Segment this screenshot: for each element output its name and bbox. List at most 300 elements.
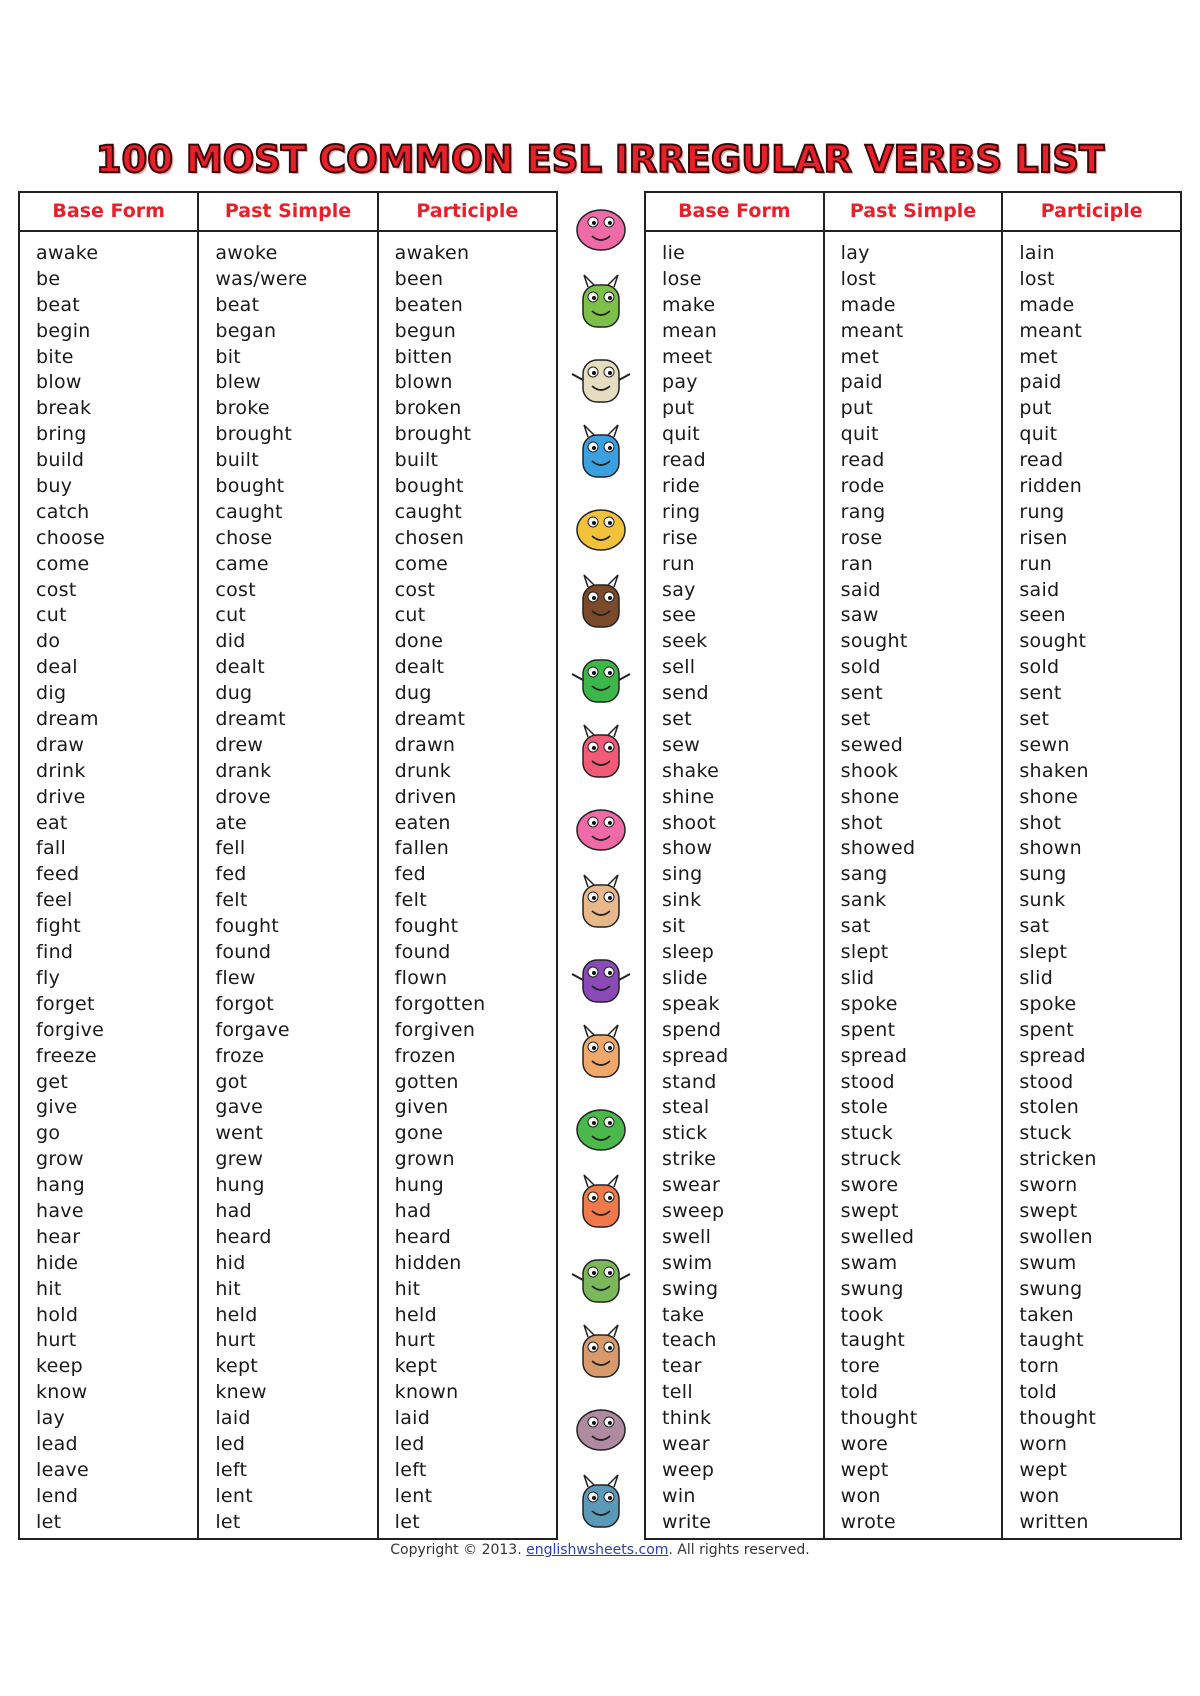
verb-cell: fly — [36, 966, 61, 989]
verb-cell: meant — [840, 319, 904, 342]
verb-cell: hurt — [36, 1329, 77, 1352]
verb-cell: said — [840, 578, 881, 601]
verb-cell: put — [1019, 397, 1052, 420]
verb-cell: chose — [215, 526, 273, 549]
participle-header: Participle — [1003, 193, 1180, 232]
verb-cell: worn — [1019, 1432, 1068, 1455]
verb-cell: meant — [1019, 319, 1083, 342]
verb-cell: hid — [215, 1251, 246, 1274]
verb-cell: fought — [394, 915, 459, 938]
base-form-column — [646, 193, 825, 1538]
verb-cell: seen — [1019, 604, 1066, 627]
verb-cell: sold — [840, 656, 881, 679]
verb-cell: knew — [215, 1381, 267, 1404]
past-simple-column — [199, 193, 378, 1538]
verb-cell: bring — [36, 423, 87, 446]
verb-cell: sought — [840, 630, 908, 653]
verb-cell: shaken — [1019, 759, 1089, 782]
verb-cell: stood — [1019, 1070, 1074, 1093]
verb-cell: shown — [1019, 837, 1082, 860]
verb-cell: put — [840, 397, 874, 420]
verb-cell: fall — [36, 837, 67, 860]
verb-cell: had — [394, 1199, 432, 1222]
verb-cell: led — [394, 1432, 425, 1455]
verb-cell: took — [840, 1303, 884, 1326]
verb-cell: flew — [215, 966, 256, 989]
verb-cell: frozen — [394, 1044, 456, 1067]
base-form-column — [20, 193, 199, 1538]
verb-cell: lie — [662, 242, 686, 264]
verb-cell: sent — [1019, 682, 1062, 705]
verb-cell: begin — [36, 319, 91, 342]
verb-cell: brought — [215, 423, 293, 446]
verb-cell: hang — [36, 1174, 85, 1197]
pink-eyed-monster-icon — [566, 721, 636, 783]
verb-cell: put — [662, 397, 695, 420]
verb-cell: stuck — [840, 1122, 894, 1145]
verb-cell: let — [215, 1510, 241, 1533]
verb-cell: sat — [1019, 915, 1050, 938]
verb-cell: saw — [840, 604, 879, 627]
verb-cell: beaten — [394, 293, 464, 316]
purple-dragon-monster-icon — [566, 946, 636, 1008]
verb-cell: do — [36, 630, 61, 653]
verb-cell: ran — [840, 552, 874, 575]
verb-cell: make — [662, 293, 716, 316]
verb-cell: read — [840, 449, 885, 472]
verb-cell: shone — [1019, 785, 1079, 808]
green-dragon-monster-icon — [566, 646, 636, 708]
verb-cell: awake — [36, 242, 99, 264]
verb-cell: hit — [36, 1277, 62, 1300]
rights-text: . All rights reserved. — [668, 1542, 810, 1558]
verb-cell: sang — [840, 863, 888, 886]
verb-cell: told — [840, 1381, 879, 1404]
copyright-text: Copyright © 2013. — [390, 1542, 527, 1558]
verb-cell: heard — [215, 1225, 272, 1248]
verb-cell: sew — [662, 733, 701, 756]
verb-cell: deal — [36, 656, 78, 679]
verb-cell: shot — [1019, 811, 1062, 834]
verb-cell: teach — [662, 1329, 717, 1352]
brown-monster-icon — [566, 571, 636, 633]
verb-cell: taken — [1019, 1303, 1074, 1326]
verb-cell: eat — [36, 811, 68, 834]
verb-cell: sell — [662, 656, 696, 679]
verb-cell: drive — [36, 785, 86, 808]
verb-cell: bit — [215, 345, 242, 368]
verb-cell: paid — [1019, 371, 1062, 394]
verb-cell: hung — [215, 1174, 265, 1197]
verb-cell: spent — [1019, 1018, 1074, 1041]
green-caveman-monster-icon — [566, 271, 636, 333]
verb-cell: forgave — [215, 1018, 290, 1041]
verb-cell: dream — [36, 708, 99, 731]
verb-cell: began — [215, 319, 277, 342]
verb-cell: cut — [215, 604, 247, 627]
base-form-header: Base Form — [646, 193, 823, 232]
verb-cell: swept — [1019, 1199, 1078, 1222]
verb-cell: cut — [394, 604, 426, 627]
verb-cell: think — [662, 1407, 712, 1430]
verb-cell: have — [36, 1199, 84, 1222]
verb-cell: bitten — [394, 345, 453, 368]
blue-zombie-monster-icon — [566, 1471, 636, 1533]
monster-illustrations — [560, 190, 642, 1540]
verb-cell: tear — [662, 1355, 702, 1378]
verb-cell: stolen — [1019, 1096, 1080, 1119]
verb-cell: hit — [394, 1277, 421, 1300]
verb-cell: built — [215, 449, 259, 472]
verb-cell: swum — [1019, 1251, 1077, 1274]
verb-cell: read — [662, 449, 706, 472]
verb-cell: sewn — [1019, 733, 1070, 756]
verb-cell: give — [36, 1096, 78, 1119]
verb-cell: drove — [215, 785, 271, 808]
verb-cell: run — [662, 552, 695, 575]
verb-cell: awaken — [394, 242, 470, 264]
verb-cell: weep — [662, 1458, 715, 1481]
verb-cell: spread — [1019, 1044, 1086, 1067]
verb-cell: spread — [840, 1044, 908, 1067]
verb-cell: given — [394, 1096, 449, 1119]
verb-cell: dealt — [215, 656, 265, 679]
verb-cell: broken — [394, 397, 462, 420]
orange-monster-icon — [566, 1171, 636, 1233]
verb-cell: had — [215, 1199, 252, 1222]
verb-cell: stood — [840, 1070, 895, 1093]
verb-cell: did — [215, 630, 246, 653]
verb-cell: ridden — [1019, 475, 1083, 498]
verb-cell: chosen — [394, 526, 465, 549]
verb-cell: lent — [394, 1484, 433, 1507]
verb-cell: known — [394, 1381, 459, 1404]
verb-cell: dug — [394, 682, 432, 705]
verb-cell: sink — [662, 889, 702, 912]
verb-cell: laid — [394, 1407, 431, 1430]
verb-cell: slept — [840, 941, 889, 964]
verb-cell: buy — [36, 475, 73, 498]
verb-cell: begun — [394, 319, 457, 342]
verb-cell: fight — [36, 915, 82, 938]
tan-spiky-monster-icon — [566, 871, 636, 933]
verb-cell: strike — [662, 1148, 717, 1171]
participle-column — [379, 193, 556, 1538]
verb-cell: break — [36, 397, 92, 420]
verb-cell: build — [36, 449, 85, 472]
verb-cell: dreamt — [394, 708, 466, 731]
verb-cell: wrote — [840, 1510, 896, 1533]
verb-cell: lose — [662, 267, 702, 290]
verb-cell: stuck — [1019, 1122, 1072, 1145]
verb-cell: sing — [662, 863, 703, 886]
verb-cell: pay — [662, 371, 698, 394]
verb-cell: shake — [662, 759, 720, 782]
verb-cell: kept — [394, 1355, 438, 1378]
verb-cell: cost — [394, 578, 436, 601]
verb-cell: swept — [840, 1199, 899, 1222]
verb-cell: showed — [840, 837, 916, 860]
verb-cell: wore — [840, 1432, 889, 1455]
verb-cell: done — [394, 630, 444, 653]
verb-cell: dug — [215, 682, 253, 705]
verb-cell: struck — [840, 1148, 902, 1171]
verb-cell: told — [1019, 1381, 1057, 1404]
verb-cell: come — [36, 552, 90, 575]
verb-cell: read — [1019, 449, 1064, 472]
verb-cell: brought — [394, 423, 472, 446]
verb-cell: tore — [840, 1355, 881, 1378]
verb-cell: laid — [215, 1407, 251, 1430]
verb-cell: quit — [1019, 423, 1058, 446]
verb-cell: lay — [840, 242, 870, 264]
verb-cell: slide — [662, 966, 708, 989]
verb-cell: swollen — [1019, 1225, 1093, 1248]
verb-cell: wept — [1019, 1458, 1068, 1481]
verb-cell: say — [662, 578, 696, 601]
verb-cell: find — [36, 941, 74, 964]
verb-cell: stick — [662, 1122, 708, 1145]
verb-cell: send — [662, 682, 709, 705]
verb-cell: hit — [215, 1277, 241, 1300]
verb-cell: gotten — [394, 1070, 459, 1093]
verb-cell: set — [840, 708, 871, 731]
verb-cell: forgive — [36, 1018, 105, 1041]
verb-cell: forgiven — [394, 1018, 476, 1041]
verb-cell: bought — [394, 475, 464, 498]
verb-cell: caught — [394, 500, 463, 523]
verb-cell: driven — [394, 785, 457, 808]
verb-cell: forget — [36, 992, 95, 1015]
verb-cell: felt — [394, 889, 427, 912]
verb-cell: know — [36, 1381, 88, 1404]
verb-cell: come — [394, 552, 449, 575]
verb-cell: dealt — [394, 656, 445, 679]
verb-cell: swing — [662, 1277, 719, 1300]
verb-cell: get — [36, 1070, 69, 1093]
verb-cell: said — [1019, 578, 1060, 601]
verb-cell: set — [662, 708, 692, 731]
verb-cell: sleep — [662, 941, 715, 964]
verb-cell: gave — [215, 1096, 264, 1119]
participle-list — [1003, 241, 1180, 1536]
website-link[interactable]: englishwsheets.com — [526, 1542, 669, 1558]
verb-cell: swim — [662, 1251, 713, 1274]
verb-cell: mean — [662, 319, 718, 342]
verb-cell: thought — [1019, 1407, 1097, 1430]
verb-cell: rang — [840, 500, 886, 523]
participle-column — [1003, 193, 1180, 1538]
verb-cell: ride — [662, 475, 701, 498]
blue-monster-icon — [566, 421, 636, 483]
verb-cell: bought — [215, 475, 285, 498]
verb-cell: feel — [36, 889, 73, 912]
verb-cell: sworn — [1019, 1174, 1078, 1197]
verb-cell: hear — [36, 1225, 81, 1248]
verb-cell: won — [1019, 1484, 1060, 1507]
verb-cell: blow — [36, 371, 82, 394]
verb-cell: steal — [662, 1096, 710, 1119]
verb-cell: be — [36, 267, 61, 290]
verb-cell: froze — [215, 1044, 265, 1067]
verb-cell: left — [394, 1458, 427, 1481]
verb-cell: lost — [840, 267, 877, 290]
verb-cell: sent — [840, 682, 883, 705]
verb-cell: stricken — [1019, 1148, 1097, 1171]
verb-cell: beat — [215, 293, 260, 316]
robot-monster-icon — [566, 1321, 636, 1383]
verb-cell: slid — [1019, 966, 1054, 989]
verb-cell: hung — [394, 1174, 445, 1197]
verb-cell: heard — [394, 1225, 452, 1248]
verb-cell: thought — [840, 1407, 918, 1430]
copyright-footer — [0, 1542, 1200, 1558]
verb-cell: forgotten — [394, 992, 486, 1015]
verb-cell: swore — [840, 1174, 899, 1197]
verb-cell: shine — [662, 785, 715, 808]
blue-shirt-monster-icon — [566, 1021, 636, 1083]
verb-cell: bite — [36, 345, 74, 368]
verb-cell: blown — [394, 371, 453, 394]
verb-cell: drawn — [394, 733, 456, 756]
verb-cell: hurt — [394, 1329, 436, 1352]
verb-cell: fed — [394, 863, 426, 886]
verb-cell: let — [36, 1510, 62, 1533]
yellow-spiky-monster-icon — [566, 496, 636, 558]
verb-cell: lent — [215, 1484, 253, 1507]
verb-cell: stand — [662, 1070, 717, 1093]
verb-cell: rise — [662, 526, 698, 549]
verb-cell: shot — [840, 811, 883, 834]
verb-cell: drew — [215, 733, 264, 756]
verb-cell: spend — [662, 1018, 722, 1041]
verb-cell: awoke — [215, 242, 278, 264]
verb-cell: taught — [840, 1329, 906, 1352]
verb-cell: led — [215, 1432, 246, 1455]
verb-cell: hidden — [394, 1251, 462, 1274]
past-simple-header: Past Simple — [825, 193, 1002, 232]
pink-pig-monster-2-icon — [566, 796, 636, 858]
verb-cell: torn — [1019, 1355, 1060, 1378]
gray-monster-icon — [566, 1396, 636, 1458]
verb-cell: dreamt — [215, 708, 286, 731]
verb-cell: been — [394, 267, 444, 290]
participle-header: Participle — [379, 193, 556, 232]
verb-cell: won — [840, 1484, 881, 1507]
verb-cell: drank — [215, 759, 272, 782]
verb-cell: built — [394, 449, 439, 472]
verb-cell: quit — [662, 423, 701, 446]
verb-cell: risen — [1019, 526, 1068, 549]
verb-cell: cut — [36, 604, 67, 627]
verb-cell: met — [840, 345, 880, 368]
verb-cell: stole — [840, 1096, 889, 1119]
pink-pig-monster-icon — [566, 196, 636, 258]
verb-cell: broke — [215, 397, 270, 420]
verb-cell: ate — [215, 811, 248, 834]
verb-cell: shook — [840, 759, 899, 782]
verb-cell: drink — [36, 759, 86, 782]
verb-cell: spread — [662, 1044, 729, 1067]
verb-cell: blew — [215, 371, 262, 394]
verb-cell: forgot — [215, 992, 275, 1015]
verb-cell: keep — [36, 1355, 83, 1378]
verb-cell: found — [394, 941, 451, 964]
verb-cell: grew — [215, 1148, 264, 1171]
verbs-table-left — [18, 191, 558, 1540]
base-form-header: Base Form — [20, 193, 197, 232]
verb-cell: quit — [840, 423, 879, 446]
verb-cell: grow — [36, 1148, 84, 1171]
verb-cell: sold — [1019, 656, 1060, 679]
page-title: 100 MOST COMMON ESL IRREGULAR VERBS LIST — [95, 138, 1105, 181]
verb-cell: write — [662, 1510, 712, 1533]
verb-cell: fed — [215, 863, 247, 886]
verb-cell: made — [1019, 293, 1075, 316]
verb-cell: lay — [36, 1407, 66, 1430]
verb-cell: flown — [394, 966, 448, 989]
past-simple-column — [825, 193, 1004, 1538]
verb-cell: swell — [662, 1225, 712, 1248]
verb-cell: sat — [840, 915, 871, 938]
verb-cell: kept — [215, 1355, 259, 1378]
base-form-list — [20, 241, 197, 1536]
verb-cell: win — [662, 1484, 696, 1507]
verb-cell: spent — [840, 1018, 896, 1041]
verb-cell: sung — [1019, 863, 1067, 886]
verb-cell: rose — [840, 526, 883, 549]
verb-cell: fell — [215, 837, 246, 860]
verb-cell: speak — [662, 992, 720, 1015]
verb-cell: found — [215, 941, 272, 964]
mummy-monster-icon — [566, 346, 636, 408]
verb-cell: tell — [662, 1381, 693, 1404]
verb-cell: dig — [36, 682, 67, 705]
verb-cell: lend — [36, 1484, 79, 1507]
verb-cell: drunk — [394, 759, 452, 782]
verb-cell: seek — [662, 630, 708, 653]
verb-cell: sit — [662, 915, 686, 938]
verb-cell: cost — [215, 578, 256, 601]
verb-cell: swung — [840, 1277, 904, 1300]
verb-cell: fallen — [394, 837, 450, 860]
verb-cell: lead — [36, 1432, 78, 1455]
verb-cell: cost — [36, 578, 77, 601]
verb-cell: left — [215, 1458, 248, 1481]
verb-cell: sewed — [840, 733, 904, 756]
verb-cell: sweep — [662, 1199, 725, 1222]
verb-cell: taught — [1019, 1329, 1084, 1352]
verb-cell: shone — [840, 785, 900, 808]
verb-cell: choose — [36, 526, 106, 549]
green-reading-monster-icon — [566, 1096, 636, 1158]
verb-cell: got — [215, 1070, 248, 1093]
verb-cell: lost — [1019, 267, 1055, 290]
participle-list — [379, 241, 556, 1536]
verb-cell: caught — [215, 500, 283, 523]
verb-cell: beat — [36, 293, 81, 316]
verb-cell: swung — [1019, 1277, 1083, 1300]
verb-cell: take — [662, 1303, 705, 1326]
verb-cell: spoke — [840, 992, 898, 1015]
verb-cell: hold — [36, 1303, 79, 1326]
verb-cell: came — [215, 552, 269, 575]
verb-cell: lain — [1019, 242, 1055, 264]
base-form-list — [646, 241, 823, 1536]
verb-cell: sank — [840, 889, 887, 912]
verb-cell: swelled — [840, 1225, 915, 1248]
verb-cell: hurt — [215, 1329, 256, 1352]
